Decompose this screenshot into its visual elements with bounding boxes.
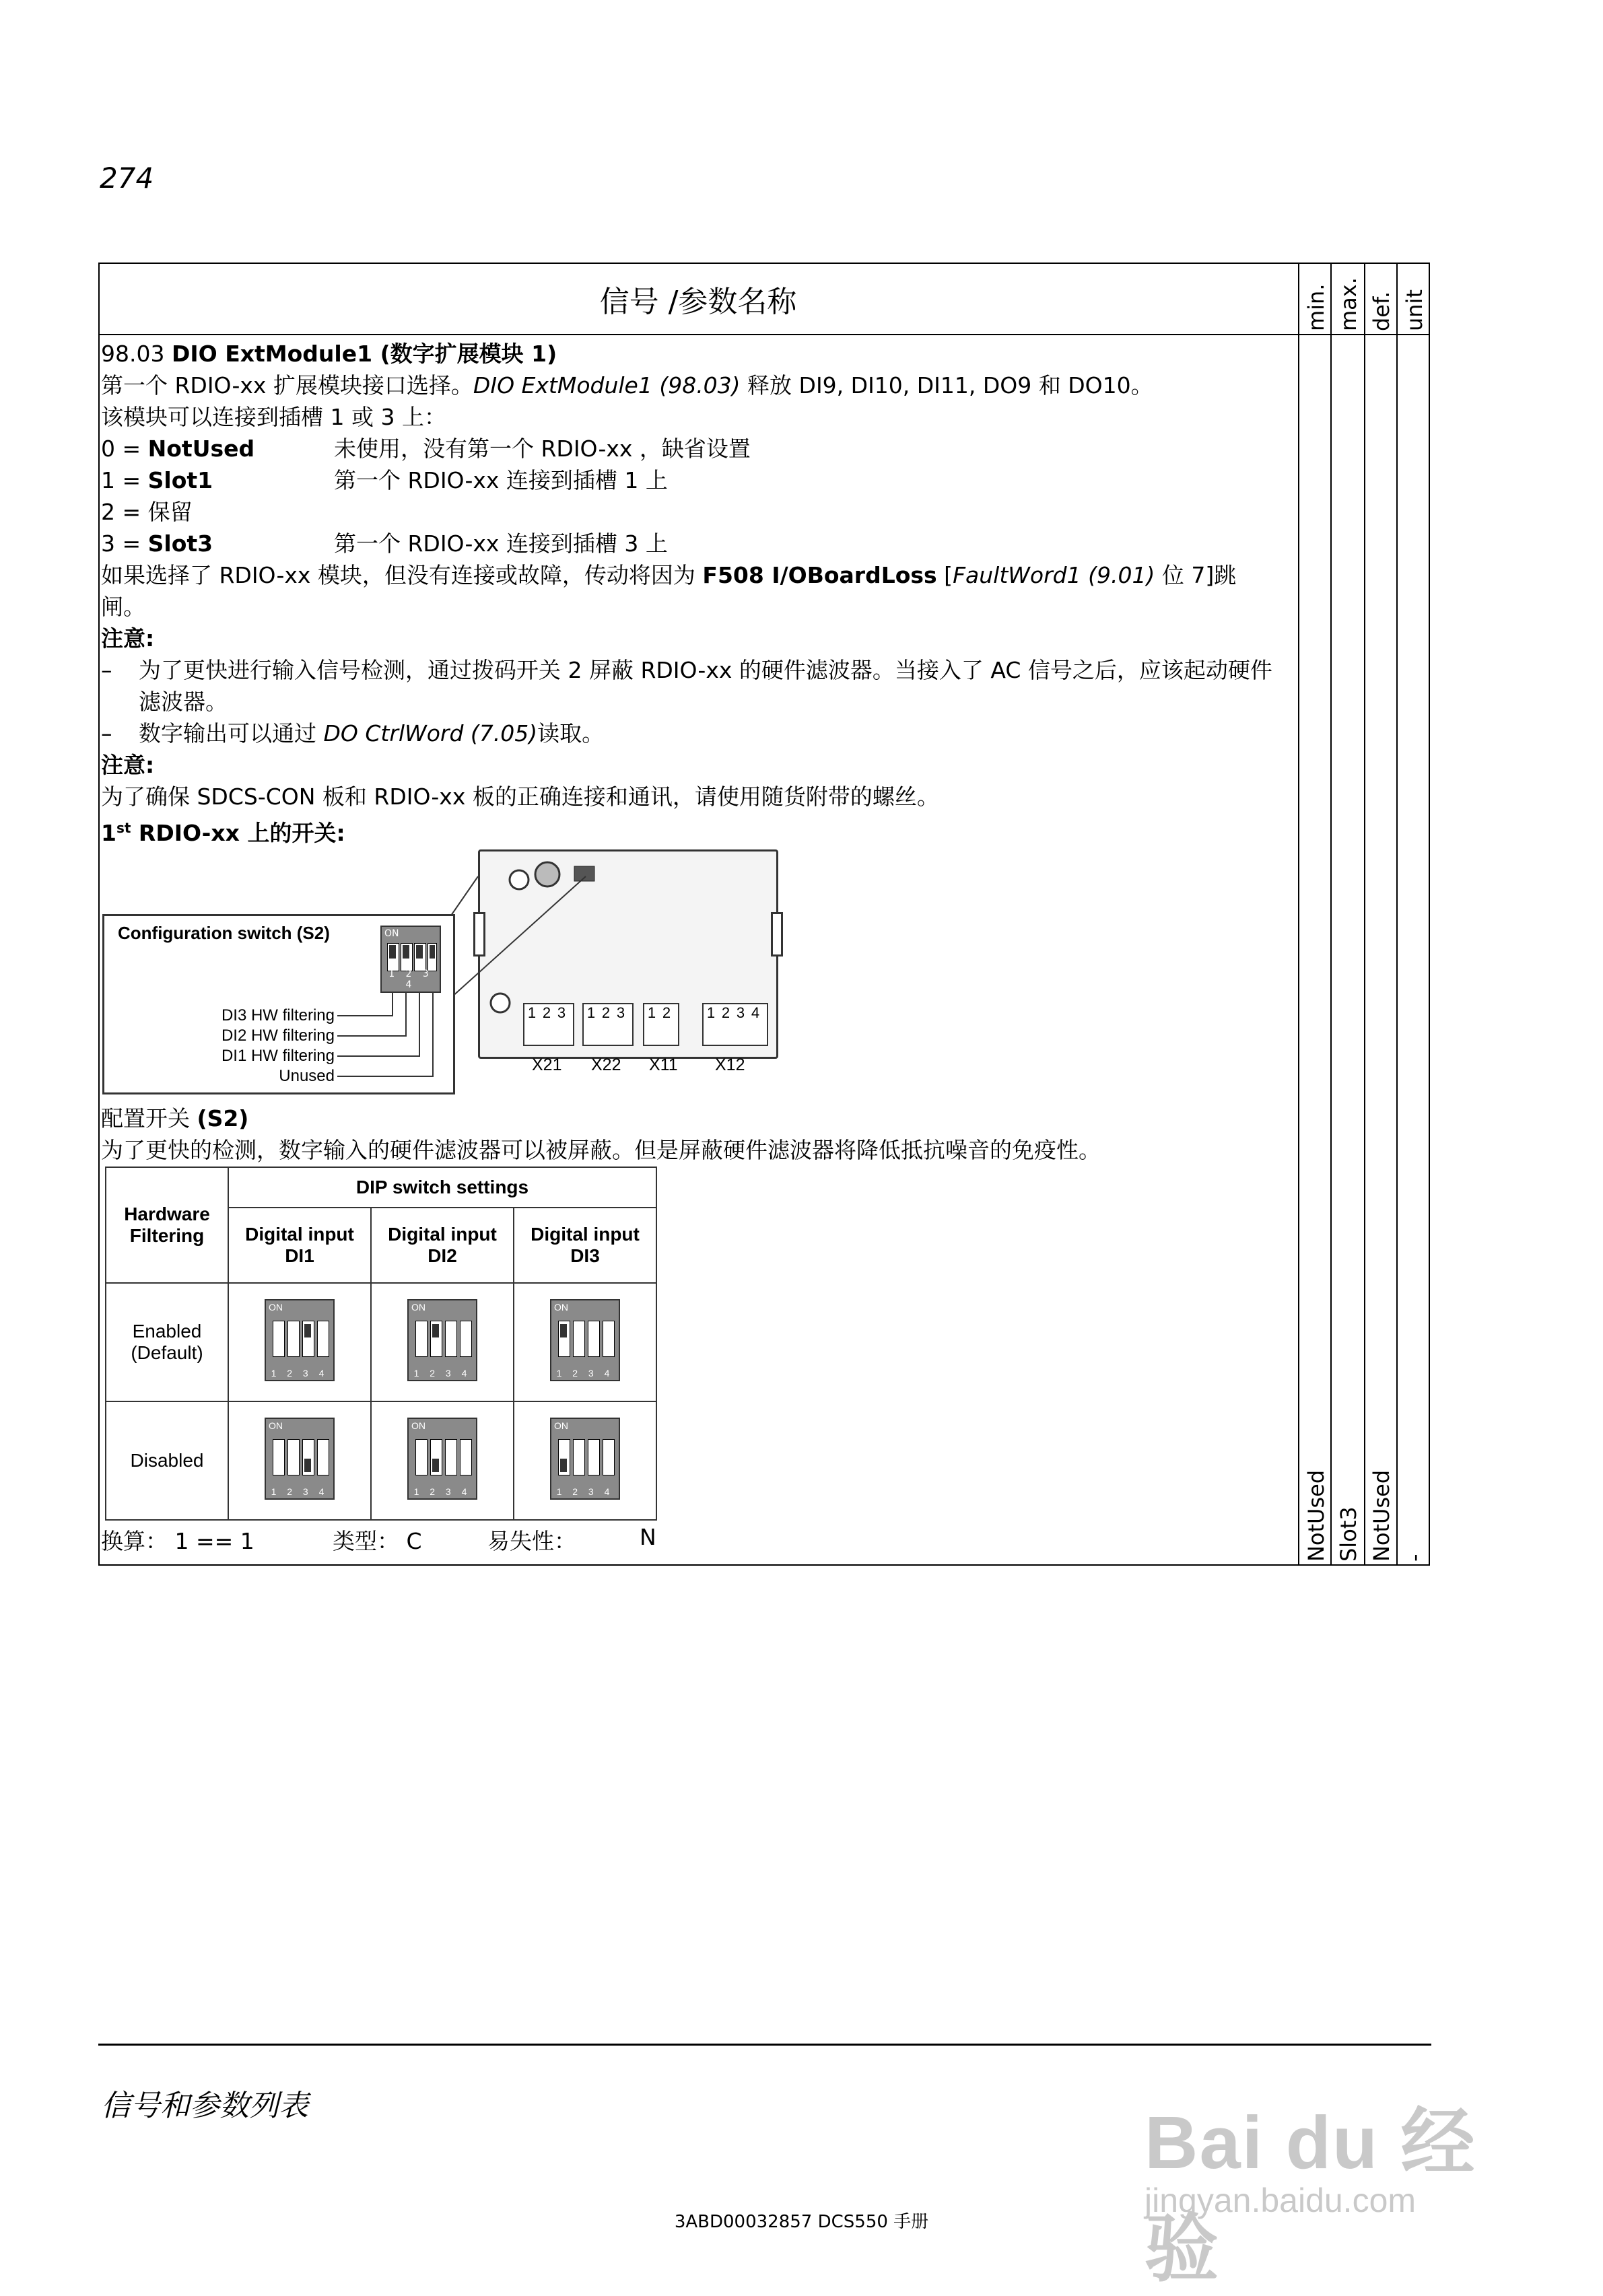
conversion-info: 换算： 1 == 1 — [101, 1528, 254, 1554]
desc-line-1: 第一个 RDIO-xx 扩展模块接口选择。DIO ExtModule1 (98.03) 释放 DI9, DI10, DI11, DO9 和 DO10。 — [101, 372, 1153, 398]
connector-label-x11: X11 — [649, 1055, 678, 1074]
note-2-text: 为了确保 SDCS-CON 板和 RDIO-xx 板的正确连接和通讯，请使用随货附带的螺丝。 — [101, 784, 939, 810]
header-def: def. — [1369, 291, 1394, 331]
parameter-id: 98.03 — [101, 341, 165, 367]
option-slot1: 1 = Slot1 第一个 RDIO-xx 连接到插槽 1 上 — [101, 467, 668, 493]
value-min: NotUsed — [1303, 1469, 1329, 1562]
config-switch-text: 为了更快的检测，数字输入的硬件滤波器可以被屏蔽。但是屏蔽硬件滤波器将降低抵抗噪音的免疫性。 — [101, 1137, 1101, 1163]
option-notused: 0 = NotUsed 未使用，没有第一个 RDIO-xx ，缺省设置 — [101, 436, 751, 462]
note-2-title: 注意: — [101, 752, 155, 778]
dip-settings-header: DIP switch settings — [228, 1167, 656, 1208]
config-switch-callout — [102, 914, 455, 1094]
section-title: 信号和参数列表 — [101, 2089, 308, 2123]
fault-description: 如果选择了 RDIO-xx 模块，但没有连接或故障，传动将因为 F508 I/OBoardLoss [FaultWord1 (9.01) 位 7]跳闸。 — [101, 562, 1237, 620]
watermark-brand: Bai du 经验 — [1145, 2101, 1476, 2291]
connector-label-x12: X12 — [715, 1055, 745, 1074]
col-divider-def — [1364, 263, 1365, 1566]
volatile-info: 易失性： — [487, 1528, 576, 1554]
table-header-title: 信号 /参数名称 — [599, 285, 797, 319]
note-1-title: 注意: — [101, 625, 155, 652]
col-divider-unit — [1396, 263, 1398, 1566]
col-di2-header: Digital input DI2 — [371, 1208, 514, 1283]
option-reserved: 2 = 保留 — [101, 499, 193, 525]
header-unit: unit — [1402, 289, 1427, 331]
label-di1-hw-filtering: DI1 HW filtering — [221, 1047, 335, 1065]
note-1-item-1: – 为了更快进行输入信号检测，通过拨码开关 2 屏蔽 RDIO-xx 的硬件滤波器。当接入了 AC 信号之后，应该起动硬件滤波器。 — [101, 657, 1272, 715]
row-enabled-label: Enabled (Default) — [106, 1283, 228, 1401]
callout-leaders — [104, 916, 453, 1092]
desc-line-2: 该模块可以连接到插槽 1 或 3 上： — [101, 404, 446, 430]
terminal-x12: 1 2 3 4 — [702, 1003, 768, 1046]
parameter-title — [101, 338, 1272, 370]
value-max: Slot3 — [1336, 1506, 1361, 1562]
type-info: 类型： C — [333, 1528, 422, 1554]
note-1-item-2: – 数字输出可以通过 DO CtrlWord (7.05)读取。 — [101, 720, 605, 746]
col-di3-header: Digital input DI3 — [514, 1208, 656, 1283]
parameter-description — [101, 338, 1272, 849]
parameter-name: DIO ExtModule1 (数字扩展模块 1) — [171, 341, 557, 367]
header-max: max. — [1336, 277, 1361, 331]
connector-label-x21: X21 — [532, 1055, 562, 1074]
header-min: min. — [1303, 283, 1329, 331]
rdio-board-figure — [101, 849, 788, 1099]
terminal-x22: 1 2 3 — [582, 1003, 634, 1046]
config-switch-section — [101, 1103, 1272, 1166]
dip-image-enabled-di2: ON 1 2 3 4 — [371, 1283, 514, 1401]
config-switch-image: ON 1 2 3 4 — [380, 926, 441, 993]
document-id: 3ABD00032857 DCS550 手册 — [674, 2212, 929, 2232]
config-switch-heading: 配置开关 (S2) — [101, 1105, 249, 1132]
col-di1-header: Digital input DI1 — [228, 1208, 371, 1283]
col-divider-max — [1330, 263, 1332, 1566]
watermark-url: jingyan.baidu.com — [1145, 2182, 1417, 2219]
dip-switch-table — [105, 1167, 657, 1521]
dip-image-disabled-di1: ON 1 2 3 4 — [228, 1401, 371, 1520]
option-slot3: 3 = Slot3 第一个 RDIO-xx 连接到插槽 3 上 — [101, 530, 668, 557]
dip-image-disabled-di3: ON 1 2 3 4 — [514, 1401, 656, 1520]
value-def: NotUsed — [1369, 1469, 1394, 1562]
hw-filtering-header: Hardware Filtering — [106, 1167, 228, 1283]
switch-heading: 1st RDIO-xx 上的开关: — [101, 820, 345, 846]
header-divider — [98, 334, 1430, 335]
dip-image-enabled-di1: ON 1 2 3 4 — [228, 1283, 371, 1401]
label-unused: Unused — [279, 1067, 335, 1085]
terminal-x21: 1 2 3 — [523, 1003, 574, 1046]
label-di3-hw-filtering: DI3 HW filtering — [221, 1006, 335, 1024]
value-unit: - — [1402, 1554, 1427, 1562]
page-number: 274 — [100, 162, 154, 195]
dip-image-enabled-di3: ON 1 2 3 4 — [514, 1283, 656, 1401]
config-switch-title: Configuration switch (S2) — [118, 923, 330, 943]
col-divider-min — [1298, 263, 1299, 1566]
label-di2-hw-filtering: DI2 HW filtering — [221, 1027, 335, 1045]
connector-label-x22: X22 — [591, 1055, 621, 1074]
row-disabled-label: Disabled — [106, 1401, 228, 1520]
dip-image-disabled-di2: ON 1 2 3 4 — [371, 1401, 514, 1520]
rdio-board — [478, 849, 778, 1059]
watermark — [1131, 2063, 1535, 2291]
volatile-value: N — [640, 1524, 656, 1550]
terminal-x11: 1 2 — [643, 1003, 679, 1046]
footer-rule — [98, 2044, 1431, 2046]
